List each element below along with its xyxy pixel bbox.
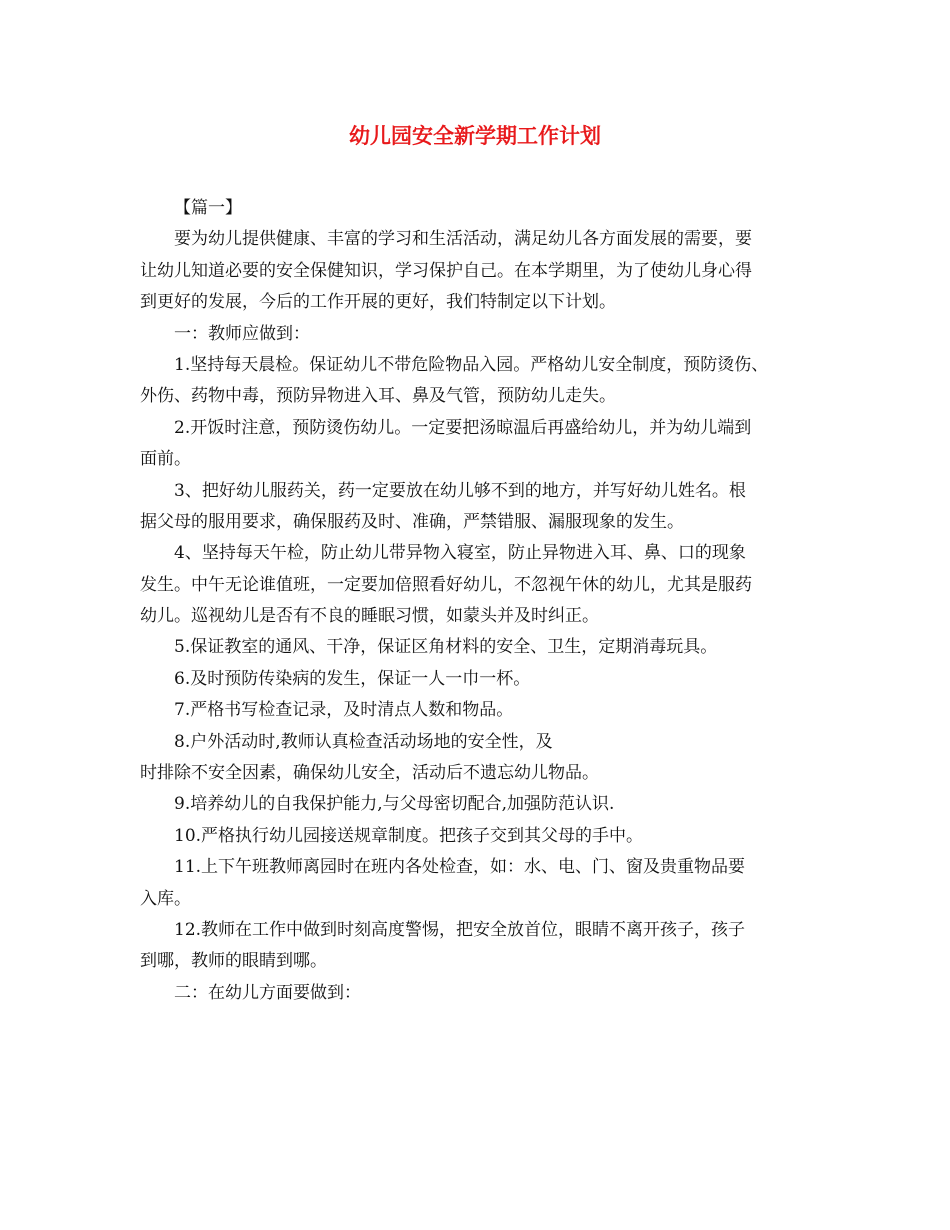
paragraph-line: 到更好的发展，今后的工作开展的更好，我们特制定以下计划。 [140, 292, 616, 313]
paragraph-line: 时排除不安全因素，确保幼儿安全，活动后不遗忘幼儿物品。 [140, 763, 599, 784]
paragraph-line: 2.开饭时注意，预防烫伤幼儿。一定要把汤晾温后再盛给幼儿，并为幼儿端到 [174, 417, 752, 438]
paragraph-line: 10.严格执行幼儿园接送规章制度。把孩子交到其父母的手中。 [174, 825, 644, 846]
paragraph-line: 二：在幼儿方面要做到： [174, 982, 361, 1003]
paragraph-line: 5.保证教室的通风、干净，保证区角材料的安全、卫生，定期消毒玩具。 [174, 637, 718, 658]
paragraph-line: 到哪，教师的眼睛到哪。 [140, 951, 327, 972]
paragraph-line: 幼儿。巡视幼儿是否有不良的睡眠习惯，如蒙头并及时纠正。 [140, 606, 599, 627]
paragraph-line: 发生。中午无论谁值班，一定要加倍照看好幼儿，不忽视午休的幼儿，尤其是服药 [140, 574, 752, 595]
paragraph-line: 外伤、药物中毒，预防异物进入耳、鼻及气管，预防幼儿走失。 [140, 386, 616, 407]
paragraph-line: 要为幼儿提供健康、丰富的学习和生活活动，满足幼儿各方面发展的需要，要 [174, 229, 752, 250]
paragraph-line: 入库。 [140, 888, 191, 909]
paragraph-line: 6.及时预防传染病的发生，保证一人一巾一杯。 [174, 668, 531, 689]
paragraph-line: 11.上下午班教师离园时在班内各处检查，如：水、电、门、窗及贵重物品要 [174, 857, 746, 878]
document-title: 幼儿园安全新学期工作计划 [349, 123, 601, 148]
paragraph-line: 9.培养幼儿的自我保护能力,与父母密切配合,加强防范认识. [174, 794, 615, 815]
paragraph-line: 【篇一】 [174, 198, 242, 218]
paragraph-line: 一：教师应做到： [174, 323, 310, 344]
paragraph-line: 据父母的服用要求，确保服药及时、准确，严禁错服、漏服现象的发生。 [140, 511, 684, 532]
paragraph-line: 让幼儿知道必要的安全保健知识，学习保护自己。在本学期里，为了使幼儿身心得 [140, 260, 752, 281]
document-body [140, 193, 820, 1009]
paragraph-line: 1.坚持每天晨检。保证幼儿不带危险物品入园。严格幼儿安全制度，预防烫伤、 [174, 354, 769, 375]
paragraph-line: 3、把好幼儿服药关，药一定要放在幼儿够不到的地方，并写好幼儿姓名。根 [174, 480, 746, 501]
paragraph-line: 8.户外活动时,教师认真检查活动场地的安全性，及 [174, 731, 553, 752]
paragraph-line: 12.教师在工作中做到时刻高度警惕，把安全放首位，眼睛不离开孩子，孩子 [174, 919, 746, 940]
paragraph-line: 面前。 [140, 449, 191, 470]
paragraph-line: 7.严格书写检查记录，及时清点人数和物品。 [174, 700, 514, 721]
paragraph-line: 4、坚持每天午检，防止幼儿带异物入寝室，防止异物进入耳、鼻、口的现象 [174, 543, 746, 564]
